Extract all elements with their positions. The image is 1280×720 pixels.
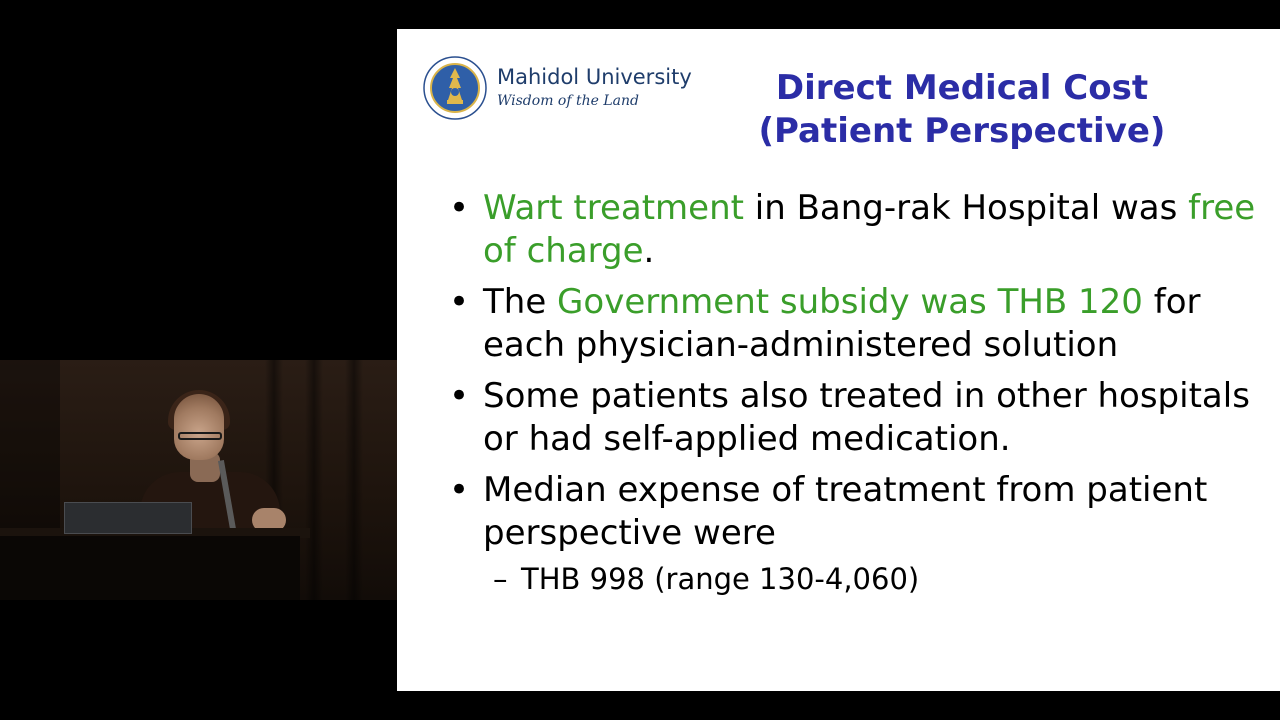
bullet-text: Some patients also treated in other hospitals or had self-applied medication. bbox=[483, 376, 1250, 459]
slide-title-line: Direct Medical Cost bbox=[775, 68, 1149, 108]
bullet-dot: • bbox=[449, 282, 470, 322]
sub-bullet-item bbox=[449, 561, 1269, 597]
podium bbox=[0, 536, 300, 600]
bullet-list bbox=[449, 187, 1269, 597]
slide-title-line: (Patient Perspective) bbox=[758, 111, 1166, 151]
presentation-slide bbox=[397, 29, 1280, 691]
bullet-item bbox=[449, 375, 1269, 461]
bullet-dot: • bbox=[449, 188, 470, 228]
university-tagline: Wisdom of the Land bbox=[497, 93, 639, 109]
highlight-text: Government subsidy was THB 120 bbox=[557, 282, 1143, 322]
bullet-dot: • bbox=[449, 376, 470, 416]
speaker-head bbox=[174, 394, 224, 460]
highlight-text: Wart treatment bbox=[483, 188, 744, 228]
curtain-fold bbox=[345, 360, 363, 600]
speaker-video bbox=[0, 360, 397, 600]
highlight-text: free of charge bbox=[483, 188, 1256, 271]
bullet-dot: • bbox=[449, 470, 470, 510]
bullet-text: . bbox=[643, 231, 655, 271]
slide-title bbox=[727, 67, 1197, 153]
sub-bullet-text: THB 998 (range 130-4,060) bbox=[521, 562, 920, 596]
curtain-fold bbox=[305, 360, 323, 600]
bullet-text: for each physician-administered solution bbox=[483, 282, 1201, 365]
bullet-item bbox=[449, 281, 1269, 367]
laptop bbox=[64, 502, 192, 534]
bullet-text: Median expense of treatment from patient perspective were bbox=[483, 470, 1208, 553]
sub-bullet-dash: – bbox=[493, 562, 508, 596]
bullet-text: The bbox=[483, 282, 558, 322]
mahidol-university-seal-icon bbox=[423, 56, 487, 120]
bullet-text: in Bang-rak Hospital was bbox=[743, 188, 1189, 228]
glasses bbox=[178, 432, 222, 440]
university-name: Mahidol University bbox=[497, 65, 692, 89]
bullet-item bbox=[449, 187, 1269, 273]
bullet-item bbox=[449, 469, 1269, 555]
